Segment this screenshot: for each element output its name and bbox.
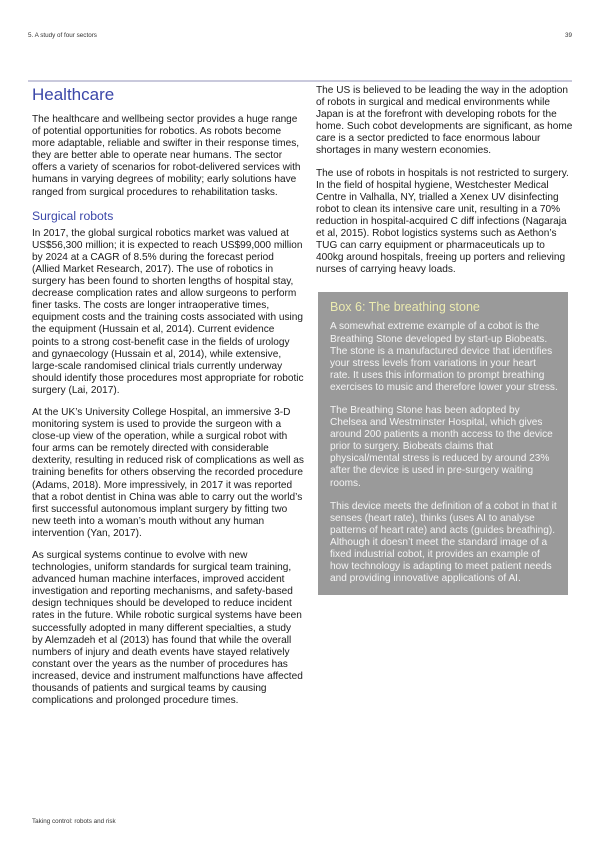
right-column [316, 85, 574, 595]
running-header [28, 32, 572, 39]
callout-paragraph: A somewhat extreme example of a cobot is the Breathing Stone developed by start-up Biobeats. The stone is a manufactured device that identifies your stress levels from variations in your heart rate. It uses this information to prompt breathing exercises to music and therefore lower your stress. [330, 321, 558, 393]
callout-paragraph: This device meets the definition of a cobot in that it senses (heart rate), thinks (uses AI to analyse patterns of heart rate) and acts (guides breathing). Although it doesn’t meet the standard image of a fixed industrial cobot, it provides an example of how technology is adapting to meet patient needs and providing innovative applications of AI. [330, 500, 557, 585]
body-paragraph: The US is believed to be leading the way in the adoption of robots in surgical and medical environments while Japan is at the forefront with developing robots for the home. Such cobot developments are significant, as home care is a sector predicted to face enormous labour shortages in many western economies. [316, 85, 573, 157]
body-paragraph: The use of robots in hospitals is not restricted to surgery. In the field of hospital hygiene, Westchester Medical Centre in Valhalla, NY, trialled a Xenex UV disinfecting robot to clean its intensive care unit, resulting in a 70% reduction in hospital-acquired C diff infections (Nagaraja et al, 2015). Robot logistics systems such as Aethon’s TUG can carry equipment or pharmaceuticals up to 400kg around hospitals, freeing up porters and relieving nurses of carrying heavy loads. [316, 167, 569, 276]
body-paragraph: At the UK’s University College Hospital, an immersive 3-D monitoring system is used to provide the surgeon with a close-up view of the operation, while a surgical robot with four arms can be remotely directed with considerable dexterity, resulting in reduced risk of complications as well as training benefits for others observing the recorded procedure (Adams, 2018). More impressively, in 2017 it was reported that a robot dentist in China was able to carry out the world’s first successful autonomous implant surgery by fitting two new teeth into a woman’s mouth without any human intervention (Yan, 2017). [32, 406, 304, 539]
running-footer: Taking control: robots and risk [32, 818, 116, 825]
body-paragraph: In 2017, the global surgical robotics market was valued at US$56,300 million; it is expected to reach US$99,000 million by 2024 at a CAGR of 8.5% during the forecast period (Allied Market Research, 2017). The use of robotics in surgery has been found to shorten lengths of hospital stay, decrease complication rates and allow surgeons to perform finer tasks. The costs are longer intraoperative times, equipment costs and the training costs associated with using the equipment (Hussain et al, 2014). Current evidence points to a strong cost-benefit case in the fields of urology and gynaecology (Hussain et al, 2014), while extensive, large-scale randomised clinical trials currently underway should identify those procedures most appropriate for robotic surgery (Lai, 2017). [32, 227, 304, 396]
header-divider [28, 80, 572, 82]
callout-box [318, 292, 568, 595]
callout-title: Box 6: The breathing stone [330, 300, 480, 315]
body-paragraph: As surgical systems continue to evolve with new technologies, uniform standards for surgical team training, advanced human machine interfaces, improved accident investigation and reporting mechanisms, and safety-based design techniques should be developed to reduce incident rates in the future. While robotic surgical systems have been successfully adopted in many different specialties, a study by Alemzadeh et al (2013) has found that while the overall numbers of injury and death events have stayed relatively constant over the years as the number of procedures has increased, device and instrument malfunctions have affected thousands of patients and surgical teams by causing complications and prolonged procedure times. [32, 550, 303, 707]
left-column [32, 85, 304, 717]
callout-paragraph: The Breathing Stone has been adopted by Chelsea and Westminster Hospital, which gives around 200 patients a month access to the device prior to surgery. Biobeats claims that physical/mental stress is reduced by around 23% after the device is used in pre-surgery waiting rooms. [330, 404, 553, 489]
intro-paragraph: The healthcare and wellbeing sector provides a huge range of potential opportunities for robotics. As robots become more adaptable, reliable and swifter in their response times, they are better able to operate near humans. The sector offers a variety of scenarios for robot-delivered services with humans in varying degrees of mobility; early solutions have ranged from surgical procedures to rehabilitation tasks. [32, 114, 301, 198]
section-heading-surgical-robots: Surgical robots [32, 208, 114, 223]
section-label: 5. A study of four sectors [28, 32, 97, 39]
page-number: 39 [564, 32, 572, 39]
page-title: Healthcare [32, 85, 115, 104]
